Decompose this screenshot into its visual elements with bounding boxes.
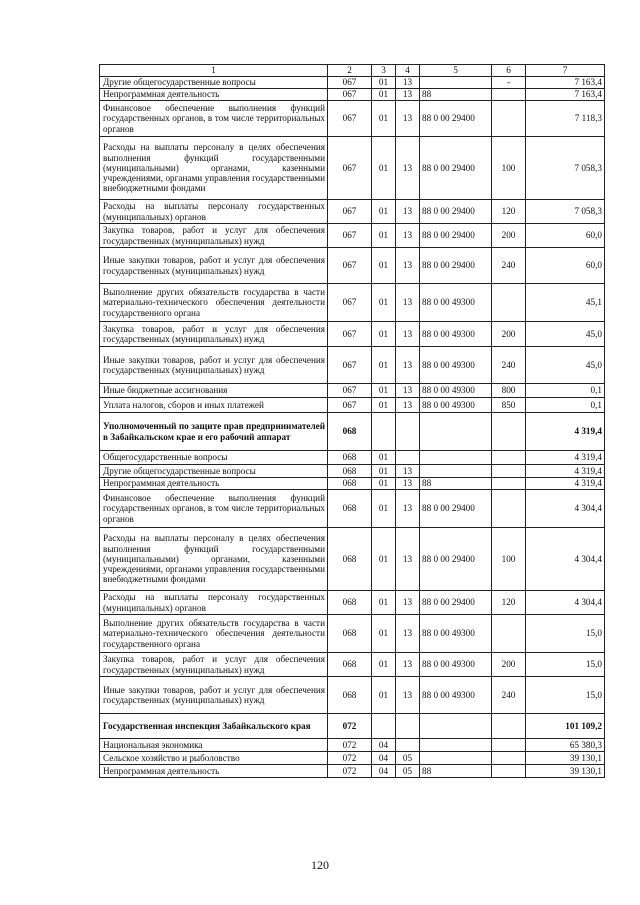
section-code: 01 xyxy=(372,248,396,284)
column-header: 6 xyxy=(492,65,526,77)
table-row xyxy=(100,752,605,765)
subsection-code: 13 xyxy=(396,101,420,137)
column-header: 7 xyxy=(526,65,605,77)
item-name: Иные закупки товаров, работ и услуг для обеспечения государственных (муниципальных) нужд xyxy=(100,347,328,384)
section-code: 01 xyxy=(372,347,396,384)
item-name: Иные закупки товаров, работ и услуг для обеспечения государственных (муниципальных) нужд xyxy=(100,248,328,284)
table-row xyxy=(100,765,605,778)
section-code: 01 xyxy=(372,101,396,137)
item-name: Национальная экономика xyxy=(100,739,328,752)
table-row xyxy=(100,77,605,89)
subsection-code: 13 xyxy=(396,490,420,528)
subsection-code: 13 xyxy=(396,528,420,591)
ved-code: 068 xyxy=(328,490,372,528)
ved-code: 068 xyxy=(328,653,372,677)
expense-type-code xyxy=(492,478,526,490)
target-article-code xyxy=(420,752,492,765)
amount: 0,1 xyxy=(526,398,605,413)
amount: 39 130,1 xyxy=(526,752,605,765)
expense-type-code: 120 xyxy=(492,591,526,615)
subsection-code: 13 xyxy=(396,200,420,224)
target-article-code: 88 0 00 49300 xyxy=(420,615,492,653)
amount: 60,0 xyxy=(526,224,605,248)
item-name: Государственная инспекция Забайкальского края xyxy=(100,714,328,739)
subsection-code: 13 xyxy=(396,653,420,677)
expense-type-code xyxy=(492,451,526,465)
item-name: Другие общегосударственные вопросы xyxy=(100,465,328,478)
item-name: Закупка товаров, работ и услуг для обеспечения государственных (муниципальных) нужд xyxy=(100,322,328,347)
ved-code: 067 xyxy=(328,347,372,384)
amount: 4 304,4 xyxy=(526,528,605,591)
item-name: Расходы на выплаты персоналу в целях обеспечения выполнения функций государственными (муниципальными) органами, казенными учреждениями, органами управления государственными внебюджетными фондами xyxy=(100,137,328,200)
subsection-code: 13 xyxy=(396,137,420,200)
table-row xyxy=(100,137,605,200)
subsection-code: 13 xyxy=(396,284,420,322)
target-article-code xyxy=(420,739,492,752)
amount: 0,1 xyxy=(526,384,605,398)
expense-type-code xyxy=(492,752,526,765)
ved-code: 072 xyxy=(328,714,372,739)
amount: 45,1 xyxy=(526,284,605,322)
item-name: Общегосударственные вопросы xyxy=(100,451,328,465)
amount: 39 130,1 xyxy=(526,765,605,778)
column-header: 3 xyxy=(372,65,396,77)
item-name: Сельское хозяйство и рыболовство xyxy=(100,752,328,765)
subsection-code xyxy=(396,739,420,752)
expense-type-code: 100 xyxy=(492,528,526,591)
item-name: Непрограммная деятельность xyxy=(100,765,328,778)
target-article-code: 88 0 00 49300 xyxy=(420,347,492,384)
column-header: 4 xyxy=(396,65,420,77)
expense-type-code: 240 xyxy=(492,248,526,284)
subsection-code: 13 xyxy=(396,89,420,101)
item-name: Непрограммная деятельность xyxy=(100,89,328,101)
target-article-code: 88 0 00 49300 xyxy=(420,384,492,398)
table-row xyxy=(100,591,605,615)
section-code: 01 xyxy=(372,384,396,398)
table-row xyxy=(100,465,605,478)
item-name: Расходы на выплаты персоналу государственных (муниципальных) органов xyxy=(100,200,328,224)
section-code: 01 xyxy=(372,615,396,653)
target-article-code: 88 0 00 29400 xyxy=(420,137,492,200)
item-name: Другие общегосударственные вопросы xyxy=(100,77,328,89)
ved-code: 072 xyxy=(328,752,372,765)
target-article-code: 88 0 00 29400 xyxy=(420,591,492,615)
table-row xyxy=(100,384,605,398)
ved-code: 068 xyxy=(328,591,372,615)
subsection-code xyxy=(396,413,420,451)
amount: 101 109,2 xyxy=(526,714,605,739)
item-name: Иные закупки товаров, работ и услуг для обеспечения государственных (муниципальных) нужд xyxy=(100,677,328,714)
table-row xyxy=(100,224,605,248)
target-article-code: 88 0 00 49300 xyxy=(420,284,492,322)
item-name: Закупка товаров, работ и услуг для обеспечения государственных (муниципальных) нужд xyxy=(100,653,328,677)
subsection-code: 13 xyxy=(396,615,420,653)
item-name: Выполнение других обязательств государства в части материально-технического обеспечения деятельности государственного органа xyxy=(100,615,328,653)
target-article-code: 88 0 00 49300 xyxy=(420,653,492,677)
expense-type-code xyxy=(492,739,526,752)
expense-type-code: 120 xyxy=(492,200,526,224)
expense-type-code: 850 xyxy=(492,398,526,413)
subsection-code: 13 xyxy=(396,248,420,284)
table-row xyxy=(100,451,605,465)
subsection-code: 13 xyxy=(396,322,420,347)
target-article-code xyxy=(420,714,492,739)
budget-table xyxy=(99,64,605,778)
subsection-code: 13 xyxy=(396,465,420,478)
table-row xyxy=(100,528,605,591)
ved-code: 068 xyxy=(328,465,372,478)
subsection-code: 13 xyxy=(396,677,420,714)
amount: 15,0 xyxy=(526,677,605,714)
table-row xyxy=(100,398,605,413)
target-article-code: 88 0 00 29400 xyxy=(420,224,492,248)
ved-code: 068 xyxy=(328,478,372,490)
amount: 7 163,4 xyxy=(526,89,605,101)
amount: 4 304,4 xyxy=(526,490,605,528)
item-name: Уполномоченный по защите прав предпринимателей в Забайкальском крае и его рабочий аппарат xyxy=(100,413,328,451)
section-code: 01 xyxy=(372,451,396,465)
target-article-code: 88 0 00 29400 xyxy=(420,248,492,284)
expense-type-code xyxy=(492,615,526,653)
ved-code: 068 xyxy=(328,677,372,714)
section-code: 04 xyxy=(372,765,396,778)
expense-type-code xyxy=(492,490,526,528)
target-article-code xyxy=(420,413,492,451)
table-row xyxy=(100,284,605,322)
expense-type-code: 800 xyxy=(492,384,526,398)
ved-code: 072 xyxy=(328,739,372,752)
ved-code: 067 xyxy=(328,248,372,284)
table-row xyxy=(100,478,605,490)
page-number: 120 xyxy=(311,858,329,872)
section-code: 04 xyxy=(372,752,396,765)
ved-code: 067 xyxy=(328,101,372,137)
expense-type-code: 200 xyxy=(492,224,526,248)
item-name: Финансовое обеспечение выполнения функций государственных органов, в том числе территориальных органов xyxy=(100,490,328,528)
table-row xyxy=(100,101,605,137)
expense-type-code: 100 xyxy=(492,137,526,200)
amount: 65 380,3 xyxy=(526,739,605,752)
ved-code: 067 xyxy=(328,89,372,101)
target-article-code xyxy=(420,465,492,478)
section-code: 01 xyxy=(372,677,396,714)
amount: 45,0 xyxy=(526,347,605,384)
ved-code: 067 xyxy=(328,200,372,224)
amount: 4 319,4 xyxy=(526,451,605,465)
table-row xyxy=(100,347,605,384)
amount: 4 319,4 xyxy=(526,413,605,451)
subsection-code: 05 xyxy=(396,752,420,765)
subsection-code: 13 xyxy=(396,591,420,615)
item-name: Выполнение других обязательств государства в части материально-технического обеспечения деятельности государственного органа xyxy=(100,284,328,322)
column-header: 1 xyxy=(100,65,328,77)
expense-type-code xyxy=(492,465,526,478)
subsection-code xyxy=(396,714,420,739)
section-code xyxy=(372,714,396,739)
amount: 4 319,4 xyxy=(526,465,605,478)
ved-code: 067 xyxy=(328,322,372,347)
ved-code: 072 xyxy=(328,765,372,778)
target-article-code: 88 0 00 29400 xyxy=(420,200,492,224)
subsection-code: 13 xyxy=(396,77,420,89)
table-row xyxy=(100,322,605,347)
section-code: 04 xyxy=(372,739,396,752)
expense-type-code xyxy=(492,101,526,137)
subsection-code: 13 xyxy=(396,478,420,490)
table-row xyxy=(100,653,605,677)
section-code: 01 xyxy=(372,653,396,677)
table-row xyxy=(100,89,605,101)
section-code: 01 xyxy=(372,284,396,322)
target-article-code: 88 0 00 49300 xyxy=(420,322,492,347)
ved-code: 068 xyxy=(328,528,372,591)
amount: 7 163,4 xyxy=(526,77,605,89)
expense-type-code xyxy=(492,714,526,739)
section-code: 01 xyxy=(372,478,396,490)
subsection-code: 05 xyxy=(396,765,420,778)
ved-code: 068 xyxy=(328,615,372,653)
section-code: 01 xyxy=(372,200,396,224)
table-row xyxy=(100,248,605,284)
item-name: Расходы на выплаты персоналу государственных (муниципальных) органов xyxy=(100,591,328,615)
section-code: 01 xyxy=(372,490,396,528)
target-article-code: 88 xyxy=(420,765,492,778)
section-code xyxy=(372,413,396,451)
section-code: 01 xyxy=(372,224,396,248)
expense-type-code: 240 xyxy=(492,347,526,384)
item-name: Иные бюджетные ассигнования xyxy=(100,384,328,398)
ved-code: 067 xyxy=(328,384,372,398)
target-article-code: 88 0 00 29400 xyxy=(420,528,492,591)
ved-code: 067 xyxy=(328,398,372,413)
amount: 15,0 xyxy=(526,653,605,677)
expense-type-code: - xyxy=(492,77,526,89)
amount: 60,0 xyxy=(526,248,605,284)
subsection-code: 13 xyxy=(396,384,420,398)
table-row xyxy=(100,490,605,528)
amount: 4 304,4 xyxy=(526,591,605,615)
section-code: 01 xyxy=(372,591,396,615)
target-article-code: 88 0 00 29400 xyxy=(420,101,492,137)
expense-type-code xyxy=(492,89,526,101)
ved-code: 067 xyxy=(328,137,372,200)
expense-type-code: 200 xyxy=(492,322,526,347)
target-article-code xyxy=(420,77,492,89)
table-header-row xyxy=(100,65,605,77)
item-name: Финансовое обеспечение выполнения функций государственных органов, в том числе территориальных органов xyxy=(100,101,328,137)
ved-code: 068 xyxy=(328,451,372,465)
target-article-code: 88 xyxy=(420,89,492,101)
section-code: 01 xyxy=(372,398,396,413)
amount: 7 058,3 xyxy=(526,137,605,200)
amount: 7 118,3 xyxy=(526,101,605,137)
amount: 15,0 xyxy=(526,615,605,653)
table-row xyxy=(100,677,605,714)
item-name: Уплата налогов, сборов и иных платежей xyxy=(100,398,328,413)
table-row xyxy=(100,200,605,224)
ved-code: 067 xyxy=(328,224,372,248)
section-code: 01 xyxy=(372,77,396,89)
amount: 7 058,3 xyxy=(526,200,605,224)
column-header: 2 xyxy=(328,65,372,77)
target-article-code: 88 0 00 49300 xyxy=(420,677,492,714)
item-name: Расходы на выплаты персоналу в целях обеспечения выполнения функций государственными (муниципальными) органами, казенными учреждениями, органами управления государственными внебюджетными фондами xyxy=(100,528,328,591)
expense-type-code xyxy=(492,765,526,778)
section-code: 01 xyxy=(372,89,396,101)
expense-type-code xyxy=(492,284,526,322)
item-name: Непрограммная деятельность xyxy=(100,478,328,490)
target-article-code xyxy=(420,451,492,465)
amount: 45,0 xyxy=(526,322,605,347)
section-code: 01 xyxy=(372,465,396,478)
expense-type-code: 240 xyxy=(492,677,526,714)
section-code: 01 xyxy=(372,137,396,200)
ved-code: 067 xyxy=(328,77,372,89)
item-name: Закупка товаров, работ и услуг для обеспечения государственных (муниципальных) нужд xyxy=(100,224,328,248)
subsection-code: 13 xyxy=(396,224,420,248)
ved-code: 068 xyxy=(328,413,372,451)
target-article-code: 88 0 00 49300 xyxy=(420,398,492,413)
expense-type-code: 200 xyxy=(492,653,526,677)
subsection-code: 13 xyxy=(396,347,420,384)
target-article-code: 88 0 00 29400 xyxy=(420,490,492,528)
ved-code: 067 xyxy=(328,284,372,322)
section-code: 01 xyxy=(372,322,396,347)
subsection-code xyxy=(396,451,420,465)
table-row xyxy=(100,739,605,752)
amount: 4 319,4 xyxy=(526,478,605,490)
column-header: 5 xyxy=(420,65,492,77)
target-article-code: 88 xyxy=(420,478,492,490)
table-row xyxy=(100,413,605,451)
section-code: 01 xyxy=(372,528,396,591)
table-row xyxy=(100,615,605,653)
subsection-code: 13 xyxy=(396,398,420,413)
expense-type-code xyxy=(492,413,526,451)
table-row xyxy=(100,714,605,739)
